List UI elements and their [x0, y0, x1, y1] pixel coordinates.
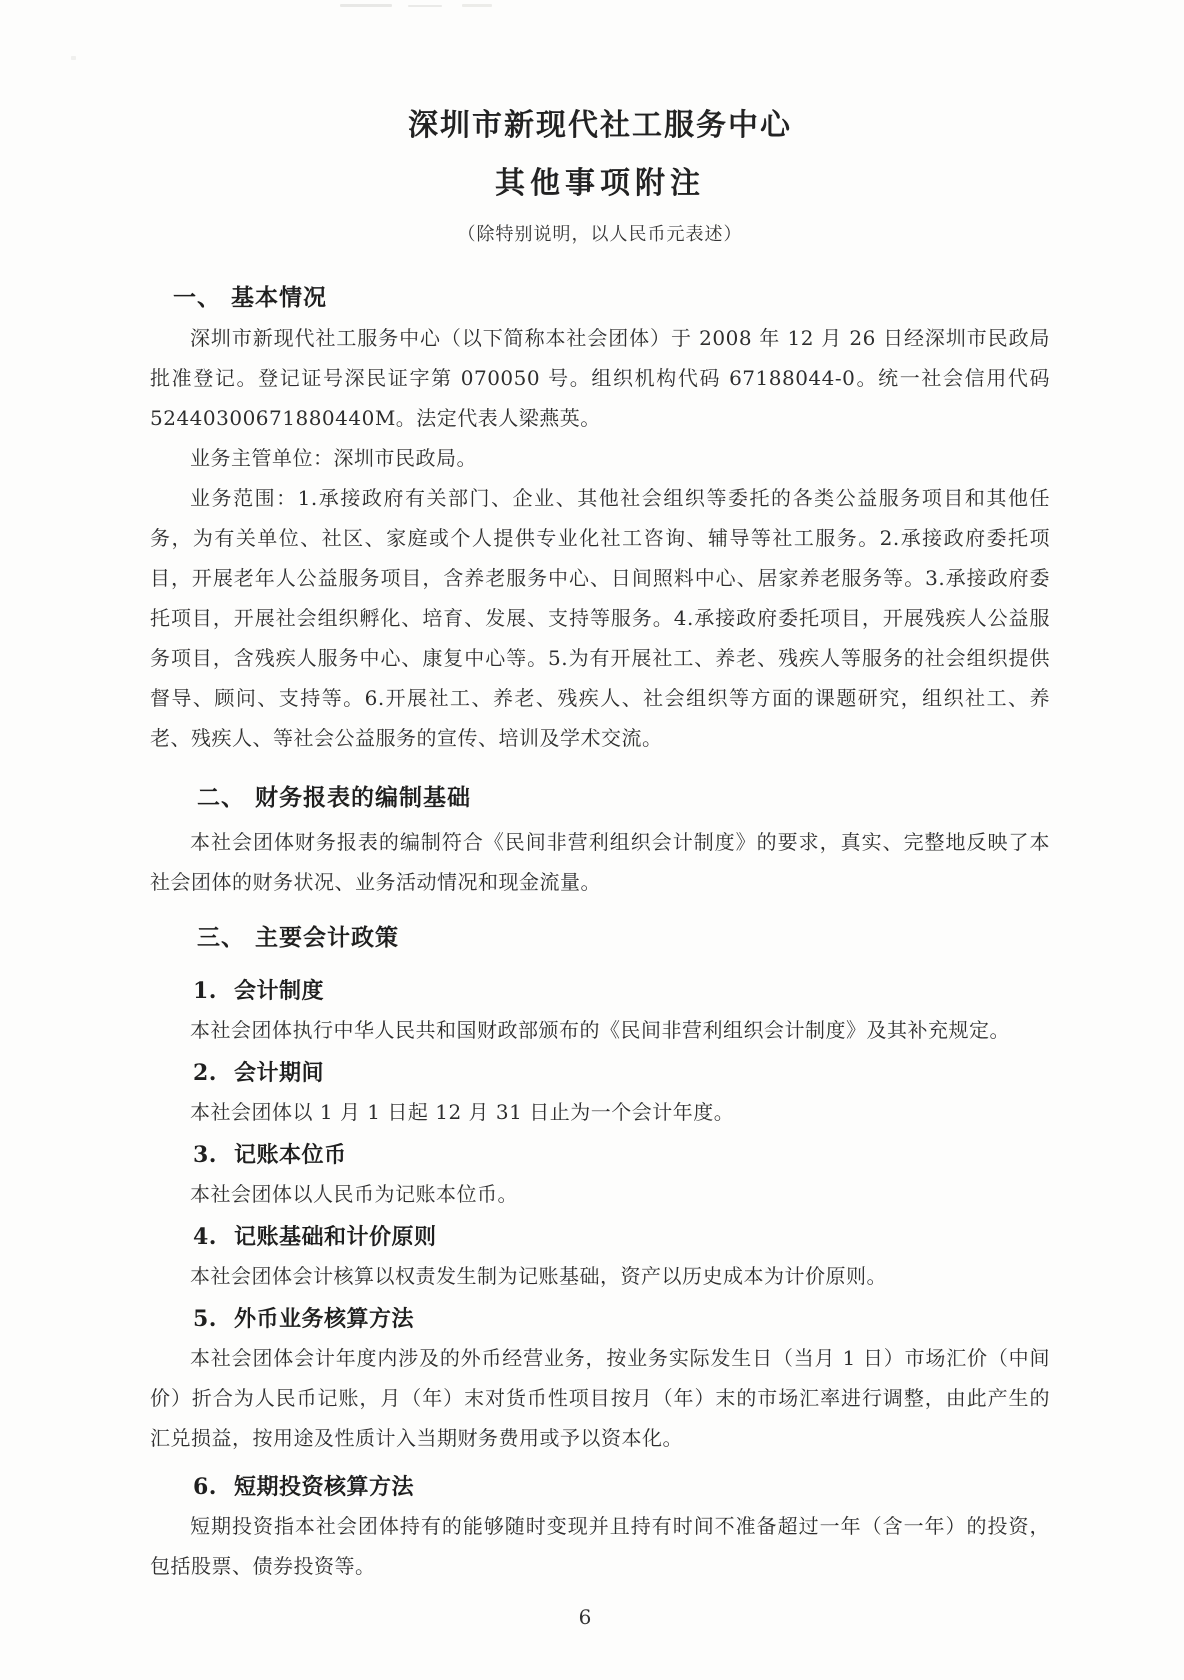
- section-3-heading: [150, 922, 1050, 954]
- policy-4-paragraph: 本社会团体会计核算以权责发生制为记账基础，资产以历史成本为计价原则。: [190, 1264, 887, 1288]
- policy-6-heading: [150, 1472, 1050, 1502]
- policy-5-heading: [150, 1304, 1050, 1334]
- section-1-paragraph-2: 业务主管单位：深圳市民政局。: [190, 446, 477, 470]
- document-title: 深圳市新现代社工服务中心: [408, 108, 792, 143]
- policy-3-number: 3.: [193, 1142, 217, 1168]
- policy-6-title: 短期投资核算方法: [233, 1474, 414, 1500]
- section-1-number: 一、: [173, 284, 221, 311]
- section-1-paragraph-3: 业务范围：1.承接政府有关部门、企业、其他社会组织等委托的各类公益服务项目和其他任务，为有关单位、社区、家庭或个人提供专业化社工咨询、辅导等社工服务。2.承接政府委托项目，开展老年人公益服务项目，含养老服务中心、日间照料中心、居家养老服务等。3.承接政府委托项目，开展社会组织孵化、培育、发展、支持等服务。4.承接政府委托项目，开展残疾人公益服务项目，含残疾人服务中心、康复中心等。5.为有开展社工、养老、残疾人等服务的社会组织提供督导、顾问、支持等。6.开展社工、养老、残疾人、社会组织等方面的课题研究，组织社工、养老、残疾人、等社会公益服务的宣传、培训及学术交流。: [150, 486, 1050, 750]
- policy-1-title: 会计制度: [233, 978, 324, 1004]
- section-1-title: 基本情况: [231, 284, 327, 311]
- policy-4-title: 记账基础和计价原则: [233, 1224, 437, 1250]
- section-2-number: 二、: [197, 784, 245, 811]
- section-1-paragraph-1: 深圳市新现代社工服务中心（以下简称本社会团体）于 2008 年 12 月 26 日经深圳市民政局批准登记。登记证号深民证字第 070050 号。组织机构代码 67188044-0。统一社会信用代码 52440300671880440M。法定代表人梁燕英。: [150, 326, 1050, 430]
- policy-6-number: 6.: [193, 1474, 217, 1500]
- policy-2-heading: [150, 1058, 1050, 1088]
- section-1-heading: [150, 282, 1050, 314]
- section-2-heading: [150, 782, 1050, 814]
- document-subtitle: 其他事项附注: [495, 166, 705, 201]
- policy-2-paragraph: 本社会团体以 1 月 1 日起 12 月 31 日止为一个会计年度。: [190, 1100, 735, 1124]
- policy-3-paragraph: 本社会团体以人民币为记账本位币。: [190, 1182, 518, 1206]
- section-3-title: 主要会计政策: [255, 924, 399, 951]
- policy-1-heading: [150, 976, 1050, 1006]
- section-3-number: 三、: [197, 924, 245, 951]
- policy-5-number: 5.: [193, 1306, 217, 1332]
- policy-6-paragraph: 短期投资指本社会团体持有的能够随时变现并且持有时间不准备超过一年（含一年）的投资，包括股票、债券投资等。: [150, 1514, 1050, 1578]
- policy-2-title: 会计期间: [233, 1060, 324, 1086]
- currency-note: （除特别说明，以人民币元表述）: [457, 224, 743, 245]
- policy-1-paragraph: 本社会团体执行中华人民共和国财政部颁布的《民间非营利组织会计制度》及其补充规定。: [190, 1018, 1010, 1042]
- section-2-paragraph-1: 本社会团体财务报表的编制符合《民间非营利组织会计制度》的要求，真实、完整地反映了本社会团体的财务状况、业务活动情况和现金流量。: [150, 830, 1050, 894]
- policy-1-number: 1.: [193, 978, 217, 1004]
- page-number: 6: [578, 1605, 592, 1629]
- document-content: [150, 0, 1050, 1586]
- policy-2-number: 2.: [193, 1060, 217, 1086]
- policy-5-paragraph: 本社会团体会计年度内涉及的外币经营业务，按业务实际发生日（当月 1 日）市场汇价（中间价）折合为人民币记账，月（年）末对货币性项目按月（年）末的市场汇率进行调整，由此产生的汇兑损益，按用途及性质计入当期财务费用或予以资本化。: [150, 1346, 1050, 1450]
- policy-4-number: 4.: [193, 1224, 217, 1250]
- section-2-title: 财务报表的编制基础: [255, 784, 471, 811]
- scan-artifact: [71, 56, 76, 60]
- policy-5-title: 外币业务核算方法: [233, 1306, 414, 1332]
- policy-3-heading: [150, 1140, 1050, 1170]
- policy-4-heading: [150, 1222, 1050, 1252]
- policy-3-title: 记账本位币: [233, 1142, 347, 1168]
